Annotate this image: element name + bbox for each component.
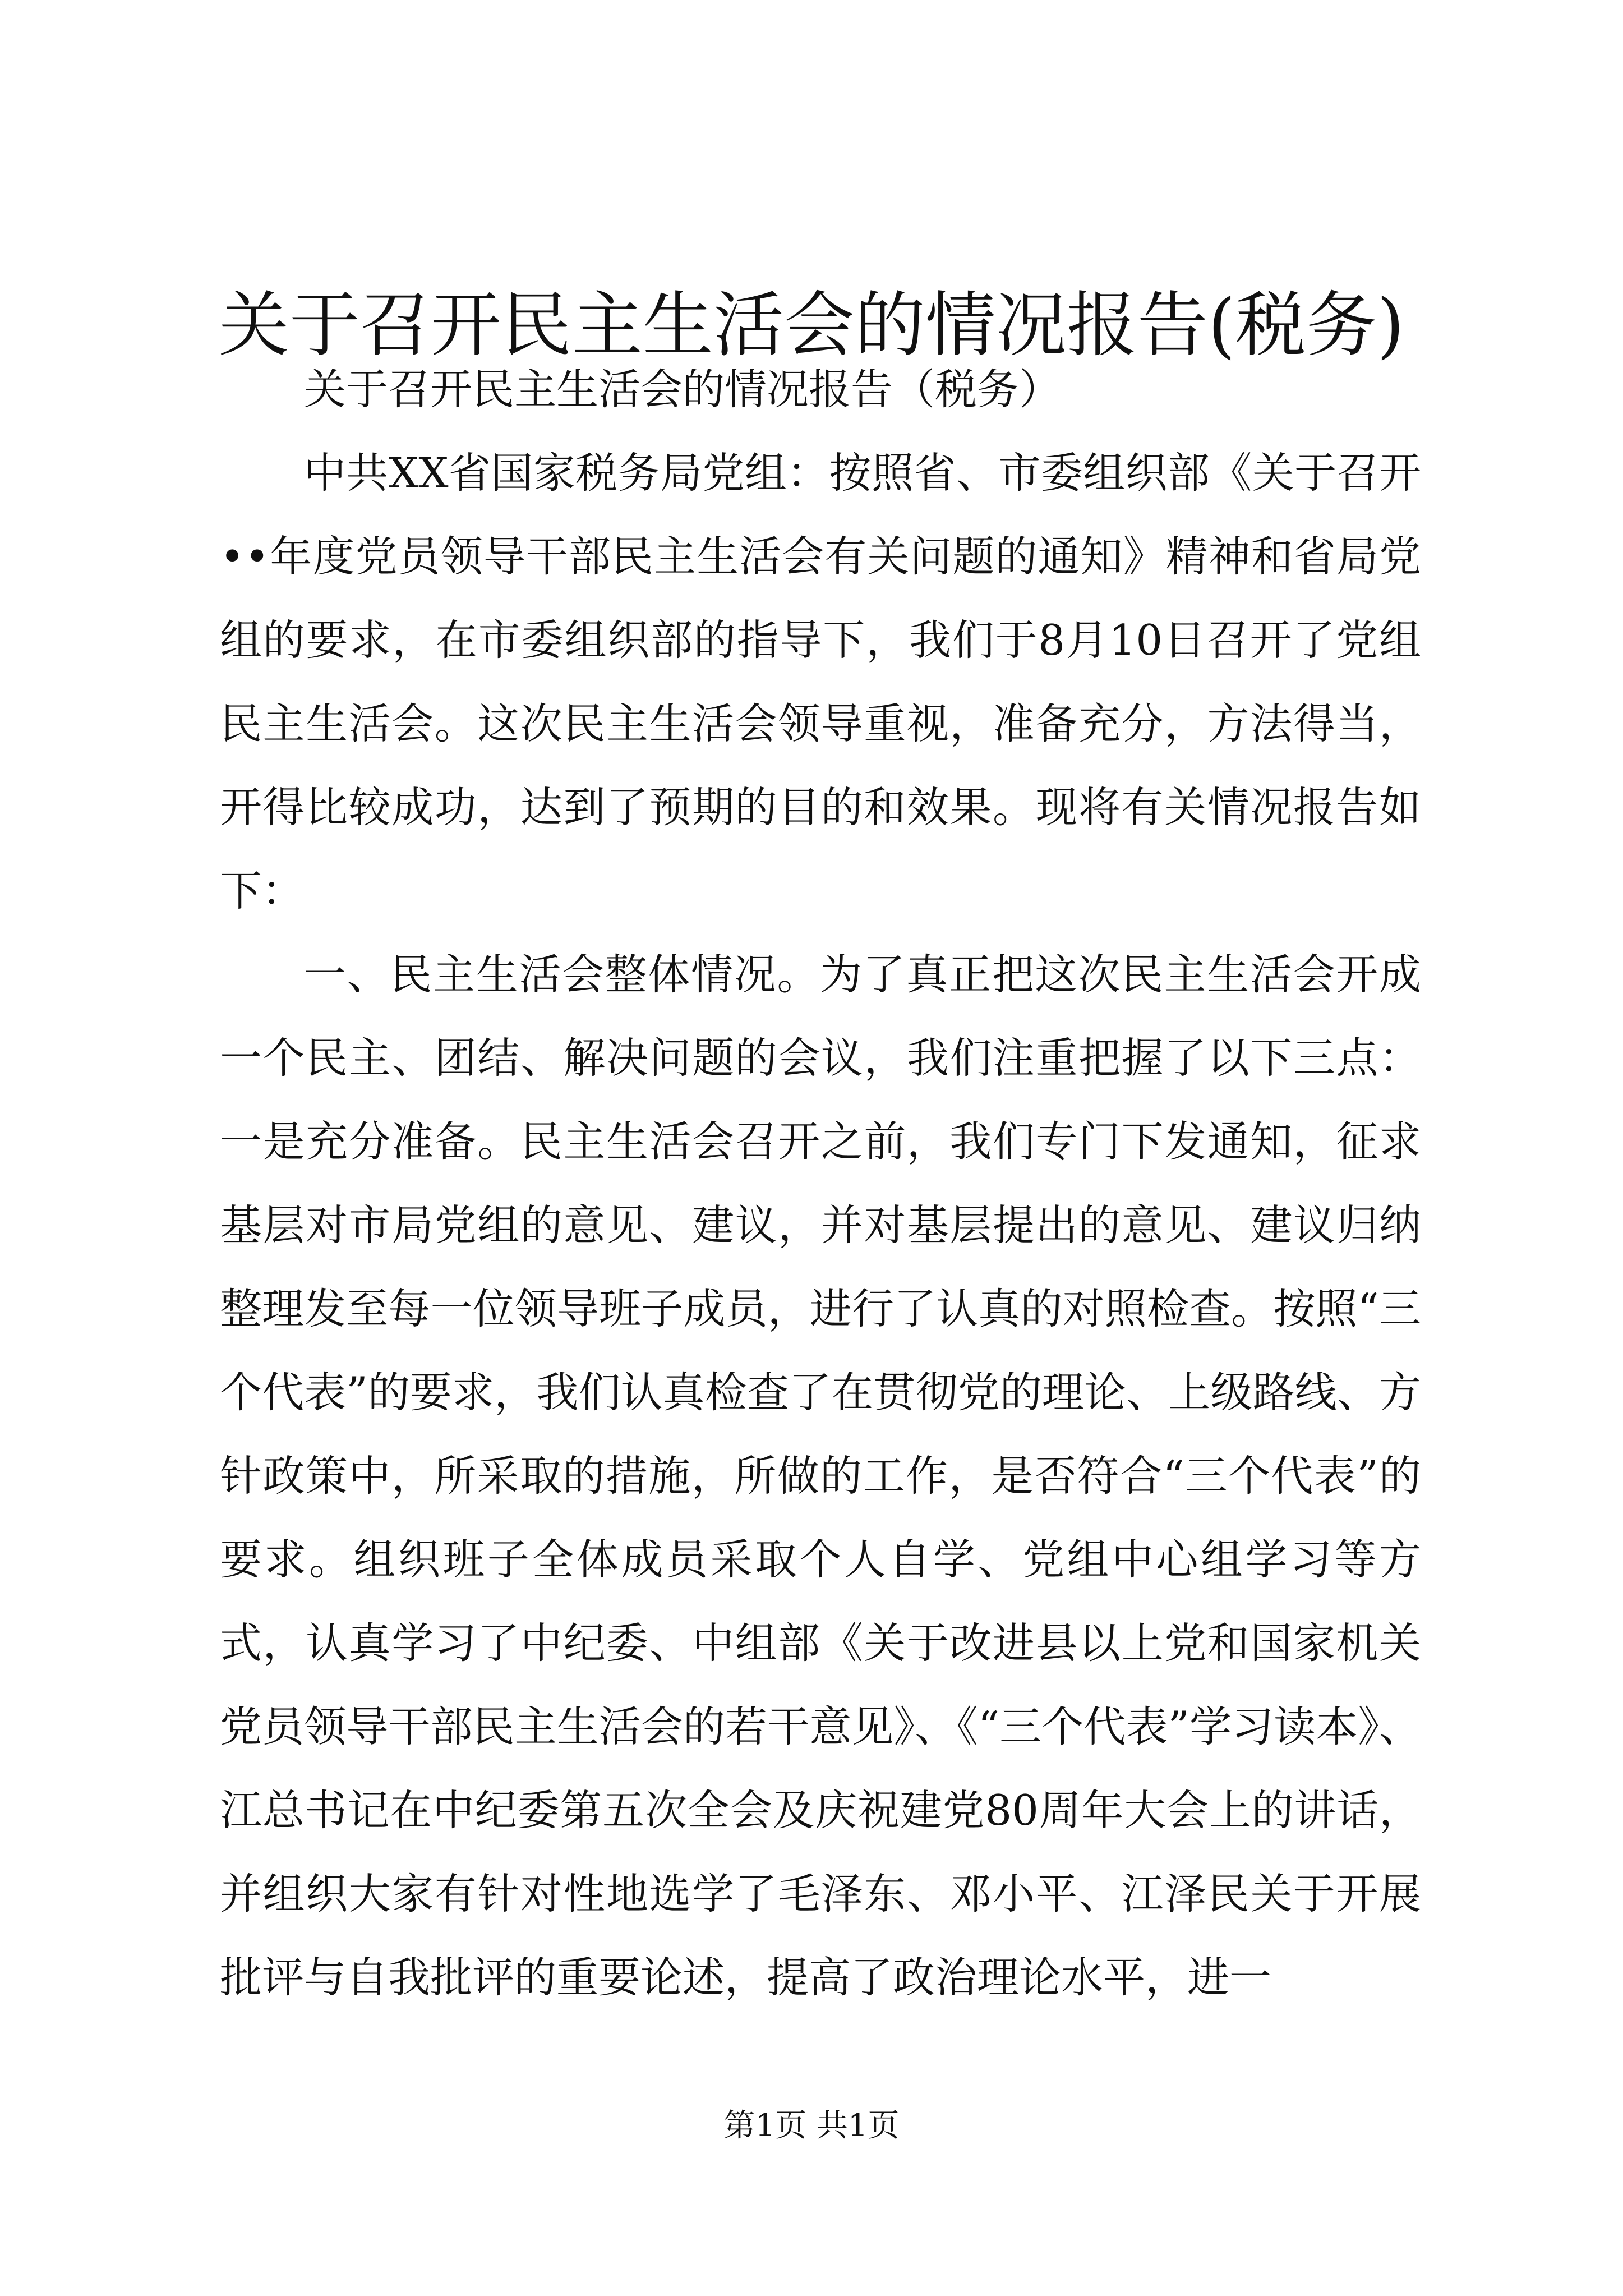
paragraph-section-one: 一、民主生活会整体情况。为了真正把这次民主生活会开成一个民主、团结、解决问题的会议，我们注重把握了以下三点：一是充分准备。民主生活会召开之前，我们专门下发通知，征求基层对市局党组的意见、建议，并对基层提出的意见、建议归纳整理发至每一位领导班子成员，进行了认真的对照检查。按照“三个代表”的要求，我们认真检查了在贯彻党的理论、上级路线、方针政策中，所采取的措施，所做的工作，是否符合“三个代表”的要求。组织班子全体成员采取个人自学、党组中心组学习等方式，认真学习了中纪委、中组部《关于改进县以上党和国家机关党员领导干部民主生活会的若干意见》、《“三个代表”学习读本》、江总书记在中纪委第五次全会及庆祝建党80周年大会上的讲话，并组织大家有针对性地选学了毛泽东、邓小平、江泽民关于开展批评与自我批评的重要论述，提高了政治理论水平，进一: [220, 950, 1421, 2002]
page-footer: 第1页 共1页: [723, 2108, 900, 2144]
paragraph-subtitle: 关于召开民主生活会的情况报告（税务）: [304, 365, 1062, 414]
document-body: [220, 348, 1421, 2019]
document-title: 关于召开民主生活会的情况报告(税务): [218, 284, 1405, 366]
paragraph-intro: 中共XX省国家税务局党组：按照省、市委组织部《关于召开••年度党员领导干部民主生活会有关问题的通知》精神和省局党组的要求，在市委组织部的指导下，我们于8月10日召开了党组民主生活会。这次民主生活会领导重视，准备充分，方法得当，开得比较成功，达到了预期的目的和效果。现将有关情况报告如下：: [220, 448, 1421, 915]
